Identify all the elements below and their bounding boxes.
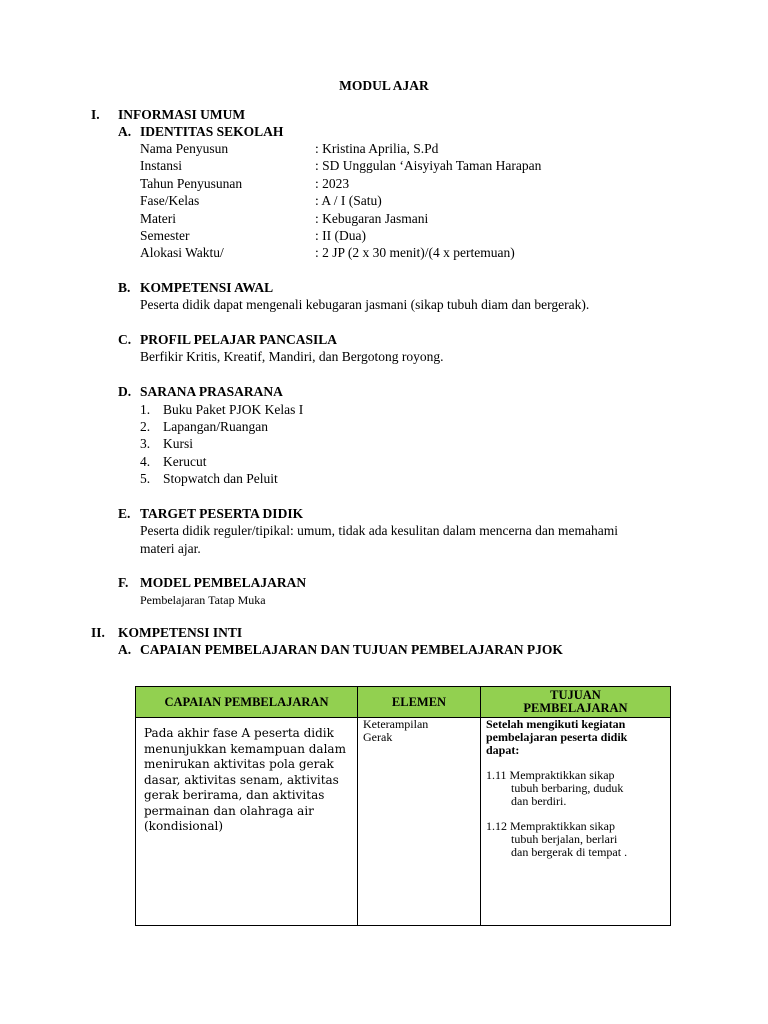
section1d-heading: SARANA PRASARANA — [140, 384, 283, 399]
identity-value-instansi: : SD Unggulan ‘Aisyiyah Taman Harapan — [315, 158, 542, 173]
identity-key-alokasi: Alokasi Waktu/ — [140, 245, 224, 260]
identity-value-nama: : Kristina Aprilia, S.Pd — [315, 141, 439, 156]
section1d-letter: D. — [118, 384, 132, 399]
section1f-letter: F. — [118, 575, 129, 590]
elemen-cell — [358, 718, 481, 926]
elemen-line2: Gerak — [363, 730, 393, 744]
section1c-heading: PROFIL PELAJAR PANCASILA — [140, 332, 338, 347]
section1a-letter: A. — [118, 124, 132, 139]
tujuan-item-line3: dan berdiri. — [511, 794, 567, 808]
sarana-item-number: 1. — [140, 402, 151, 417]
section1c-letter: C. — [118, 332, 132, 347]
target-peserta-line1: Peserta didik reguler/tipikal: umum, tidak ada kesulitan dalam mencerna dan memahami — [140, 523, 618, 538]
header-tujuan — [481, 687, 671, 718]
tujuan-intro-line2: pembelajaran peserta didik — [486, 730, 628, 744]
table-row — [136, 718, 671, 926]
elemen-line1: Keterampilan — [363, 717, 429, 731]
sarana-item-number: 5. — [140, 471, 151, 486]
header-elemen: ELEMEN — [358, 687, 481, 718]
identity-key-fase: Fase/Kelas — [140, 193, 200, 208]
section1e-letter: E. — [118, 506, 131, 521]
section1f-heading: MODEL PEMBELAJARAN — [140, 575, 307, 590]
identity-value-materi: : Kebugaran Jasmani — [315, 211, 429, 226]
identity-value-tahun: : 2023 — [315, 176, 350, 191]
identity-key-materi: Materi — [140, 211, 176, 226]
target-peserta-line2: materi ajar. — [140, 541, 201, 556]
identity-key-tahun: Tahun Penyusunan — [140, 176, 243, 191]
section2-heading: KOMPETENSI INTI — [118, 625, 243, 640]
tujuan-intro-line1: Setelah mengikuti kegiatan — [486, 717, 626, 731]
header-tujuan-line1: TUJUAN — [550, 688, 601, 702]
section1e-heading: TARGET PESERTA DIDIK — [140, 506, 304, 521]
table-header-row — [136, 687, 671, 718]
section2a-letter: A. — [118, 642, 132, 657]
section1-heading: INFORMASI UMUM — [118, 107, 246, 122]
identity-key-instansi: Instansi — [140, 158, 182, 173]
identity-key-semester: Semester — [140, 228, 190, 243]
sarana-item: Buku Paket PJOK Kelas I — [163, 402, 304, 417]
capaian-text: Pada akhir fase A peserta didik menunjukkan kemampuan dalam menirukan aktivitas pola gerak dasar, aktivitas senam, aktivitas gerak berirama, dan aktivitas permainan dan olahraga air (kondisional) — [144, 726, 346, 833]
sarana-item: Stopwatch dan Peluit — [163, 471, 278, 486]
section2-number: II. — [91, 625, 105, 640]
identity-key-nama: Nama Penyusun — [140, 141, 229, 156]
capaian-cell — [136, 718, 358, 926]
section2a-heading: CAPAIAN PEMBELAJARAN DAN TUJUAN PEMBELAJARAN PJOK — [140, 642, 563, 657]
sarana-item: Kursi — [163, 436, 193, 451]
model-pembelajaran-text: Pembelajaran Tatap Muka — [140, 593, 266, 607]
profil-pelajar-text: Berfikir Kritis, Kreatif, Mandiri, dan Bergotong royong. — [140, 349, 444, 364]
tujuan-item-line1: 1.11 Mempraktikkan sikap — [486, 768, 615, 782]
header-tujuan-line2: PEMBELAJARAN — [523, 701, 628, 715]
capaian-tujuan-table — [135, 686, 671, 926]
identity-value-fase: : A / I (Satu) — [315, 193, 382, 208]
sarana-item-number: 4. — [140, 454, 151, 469]
tujuan-item-line2: tubuh berbaring, duduk — [511, 781, 624, 795]
kompetensi-awal-text: Peserta didik dapat mengenali kebugaran jasmani (sikap tubuh diam dan bergerak). — [140, 297, 590, 312]
sarana-item-number: 3. — [140, 436, 151, 451]
tujuan-item-line3: dan bergerak di tempat . — [511, 845, 628, 859]
section1b-heading: KOMPETENSI AWAL — [140, 280, 274, 295]
section1-number: I. — [91, 107, 100, 122]
tujuan-item-line2: tubuh berjalan, berlari — [511, 832, 618, 846]
section1a-heading: IDENTITAS SEKOLAH — [140, 124, 284, 139]
tujuan-intro-line3: dapat: — [486, 743, 520, 757]
sarana-item: Lapangan/Ruangan — [163, 419, 268, 434]
section1b-letter: B. — [118, 280, 131, 295]
document-title: MODUL AJAR — [339, 78, 429, 93]
tujuan-cell — [481, 718, 671, 926]
identity-value-semester: : II (Dua) — [315, 228, 366, 243]
sarana-item-number: 2. — [140, 419, 151, 434]
sarana-item: Kerucut — [163, 454, 207, 469]
identity-value-alokasi: : 2 JP (2 x 30 menit)/(4 x pertemuan) — [315, 245, 515, 260]
tujuan-item-line1: 1.12 Mempraktikkan sikap — [486, 819, 615, 833]
header-capaian: CAPAIAN PEMBELAJARAN — [136, 687, 358, 718]
